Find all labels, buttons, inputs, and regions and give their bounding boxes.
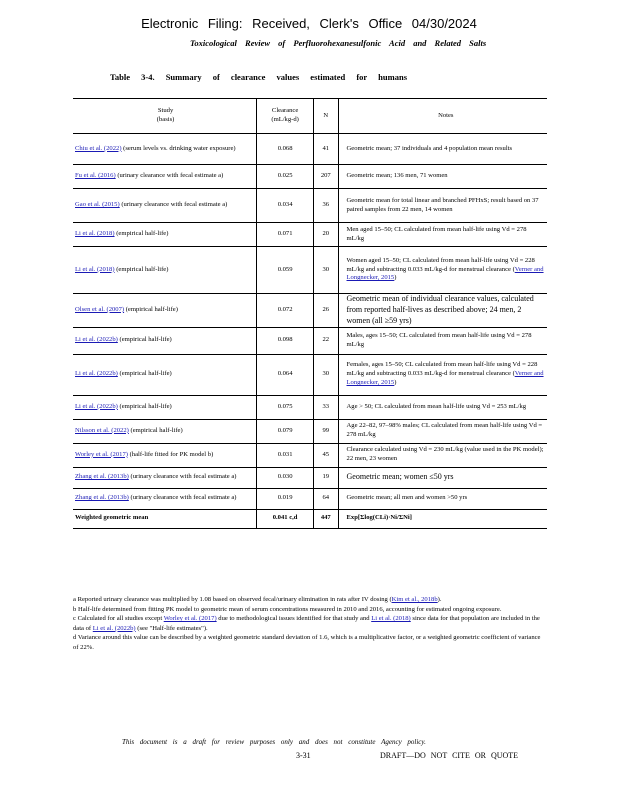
- n-value: 19: [314, 467, 338, 488]
- study-header: [73, 99, 257, 134]
- n-value: 33: [314, 395, 338, 419]
- n-value: 20: [314, 223, 338, 247]
- notes-text: Geometric mean; 136 men, 71 women: [346, 172, 448, 180]
- study-citation-link[interactable]: Worley et al. (2017): [75, 450, 128, 458]
- footnote-c: [73, 614, 547, 633]
- notes-text: Clearance calculated using Vd = 230 mL/kg (value used in the PK model); 22 men, 23 women: [346, 446, 544, 463]
- clearance-header-label: Clearance: [271, 107, 299, 115]
- notes-text: Geometric mean; all men and women >50 yrs: [346, 494, 468, 502]
- notes-cell: [338, 395, 547, 419]
- study-cell: [73, 247, 257, 294]
- study-cell: [73, 189, 257, 223]
- summary-row: [73, 509, 547, 528]
- footnote-c-link-worley[interactable]: Worley et al. (2017): [163, 615, 217, 623]
- notes-text: Age 22–82, 97–98% males; CL calculated from mean half-life using Vd = 278 mL/kg: [346, 422, 543, 439]
- table-row: [73, 223, 547, 247]
- footnote-c-link-li2018[interactable]: Li et al. (2018): [371, 615, 411, 623]
- footnote-a-text: a Reported urinary clearance was multiplied by 1.08 based on observed fecal/urinary elimination in rats after IV dosing (: [73, 596, 392, 603]
- n-value: 30: [314, 247, 338, 294]
- notes-cell: [338, 165, 547, 189]
- study-citation-link[interactable]: Li et al. (2022b): [75, 370, 118, 378]
- clearance-value: 0.075: [257, 395, 314, 419]
- study-citation-link[interactable]: Nilsson et al. (2022): [75, 426, 129, 434]
- study-basis: (half-life fitted for PK model b): [129, 450, 214, 458]
- clearance-table: [73, 98, 547, 529]
- summary-formula: Exp[Σlog(CLi)·Ni/ΣNi]: [338, 509, 547, 528]
- study-citation-link[interactable]: Chiu et al. (2022): [75, 144, 122, 152]
- footnote-c-text: c Calculated for all studies except: [73, 615, 164, 623]
- study-cell: [73, 294, 257, 328]
- study-cell: [73, 443, 257, 467]
- notes-tail: ): [394, 274, 397, 282]
- notes-cell: [338, 134, 547, 165]
- table-row: [73, 443, 547, 467]
- study-citation-link[interactable]: Zhang et al. (2013b): [75, 473, 129, 481]
- clearance-value: 0.079: [257, 419, 314, 443]
- study-cell: [73, 488, 257, 509]
- footer-disclaimer: This document is a draft for review purposes only and does not constitute Agency policy.: [122, 738, 426, 746]
- footnotes: [73, 595, 547, 652]
- study-basis: (empirical half-life): [130, 426, 183, 434]
- study-cell: [73, 395, 257, 419]
- clearance-value: 0.019: [257, 488, 314, 509]
- study-citation-link[interactable]: Li et al. (2022b): [75, 336, 118, 344]
- summary-n: 447: [314, 509, 338, 528]
- clearance-value: 0.034: [257, 189, 314, 223]
- study-citation-link[interactable]: Li et al. (2018): [75, 230, 115, 238]
- n-value: 36: [314, 189, 338, 223]
- study-basis: (urinary clearance with fecal estimate a): [130, 494, 237, 502]
- study-basis: (empirical half-life): [125, 305, 178, 313]
- clearance-value: 0.031: [257, 443, 314, 467]
- footnote-a-link[interactable]: Kim et al., 2018b: [391, 596, 438, 603]
- table-row: [73, 189, 547, 223]
- notes-text: Geometric mean for total linear and branched PFHxS; result based on 37 paired samples from 22 men, 14 women: [346, 196, 539, 213]
- clearance-header-unit: (mL/kg-d): [271, 116, 299, 123]
- running-header: Toxicological Review of Perfluorohexanesulfonic Acid and Related Salts: [190, 38, 487, 48]
- notes-text: Men aged 15–50; CL calculated from mean half-life using Vd = 278 mL/kg: [346, 225, 527, 242]
- table-row: [73, 327, 547, 354]
- study-cell: [73, 467, 257, 488]
- footnote-b: b Half-life determined from fitting PK model to geometric mean of serum concentrations measured in 2010 and 2016, accounting for estimated ongoing exposure.: [73, 605, 502, 613]
- study-cell: [73, 419, 257, 443]
- footnote-d: d Variance around this value can be described by a weighted geometric standard deviation of 1.6, which is a multiplicative factor, or a weighted geometric coefficient of variance of 22%.: [73, 634, 541, 651]
- study-citation-link[interactable]: Zhang et al. (2013b): [75, 494, 129, 502]
- notes-tail: ): [394, 379, 397, 387]
- n-value: 30: [314, 354, 338, 395]
- n-value: 45: [314, 443, 338, 467]
- page-number: 3-31: [296, 751, 311, 760]
- notes-text: Women aged 15–50; CL calculated from mean half-life using Vd = 228 mL/kg and subtracting 0.033 mL/kg-d for menstrual clearance (: [346, 256, 535, 273]
- study-basis: (serum levels vs. drinking water exposure): [123, 144, 236, 152]
- notes-cell: [338, 294, 547, 328]
- study-basis: (empirical half-life): [119, 336, 172, 344]
- draft-label: DRAFT—DO NOT CITE OR QUOTE: [380, 751, 519, 760]
- clearance-value: 0.030: [257, 467, 314, 488]
- study-basis: (urinary clearance with fecal estimate a): [121, 201, 228, 209]
- footnote-a-end: ).: [437, 596, 442, 603]
- table-body: [73, 134, 547, 529]
- table-row: [73, 354, 547, 395]
- study-cell: [73, 223, 257, 247]
- study-basis: (empirical half-life): [116, 265, 169, 273]
- footnote-c-link-li2022b[interactable]: Li et al. (2022b): [92, 624, 136, 632]
- notes-header: Notes: [338, 99, 547, 134]
- notes-text: Age > 50; CL calculated from mean half-life using Vd = 253 mL/kg: [346, 402, 527, 410]
- notes-cell: [338, 443, 547, 467]
- study-citation-link[interactable]: Fu et al. (2016): [75, 172, 116, 180]
- n-value: 26: [314, 294, 338, 328]
- clearance-value: 0.025: [257, 165, 314, 189]
- study-header-label: Study: [157, 107, 174, 115]
- study-citation-link[interactable]: Olsen et al. (2007): [75, 305, 125, 313]
- study-basis: (empirical half-life): [116, 230, 169, 238]
- study-cell: [73, 327, 257, 354]
- notes-cell: [338, 327, 547, 354]
- table-row: [73, 134, 547, 165]
- notes-text: Males, ages 15–50; CL calculated from mean half-life using Vd = 278 mL/kg: [346, 331, 532, 348]
- n-value: 41: [314, 134, 338, 165]
- notes-cell: [338, 354, 547, 395]
- study-cell: [73, 354, 257, 395]
- table-row: [73, 247, 547, 294]
- n-value: 207: [314, 165, 338, 189]
- table-row: [73, 294, 547, 328]
- table-caption: Table 3-4. Summary of clearance values estimated for humans: [110, 72, 408, 82]
- n-value: 99: [314, 419, 338, 443]
- footnote-c-mid2: since data for that population are included in the data of: [73, 615, 540, 632]
- footnote-c-mid1: due to methodological issues identified for that study and: [216, 615, 372, 623]
- table-row: [73, 165, 547, 189]
- notes-cell: [338, 247, 547, 294]
- notes-cell: [338, 223, 547, 247]
- notes-text: Geometric mean of individual clearance values, calculated from reported half-lives as described above; 24 men, 2 women (all ≥59 yrs): [346, 294, 534, 325]
- study-cell: [73, 134, 257, 165]
- clearance-header: [257, 99, 314, 134]
- study-citation-link[interactable]: Li et al. (2018): [75, 265, 115, 273]
- summary-label: Weighted geometric mean: [73, 509, 257, 528]
- table-header-row: [73, 99, 547, 134]
- notes-cell: [338, 488, 547, 509]
- table-row: [73, 419, 547, 443]
- notes-cell: [338, 467, 547, 488]
- clearance-value: 0.098: [257, 327, 314, 354]
- clearance-value: 0.064: [257, 354, 314, 395]
- study-citation-link[interactable]: Gao et al. (2015): [75, 201, 120, 209]
- n-value: 22: [314, 327, 338, 354]
- filing-stamp: Electronic Filing: Received, Clerk's Office 04/30/2024: [141, 16, 477, 31]
- table-row: [73, 467, 547, 488]
- n-value: 64: [314, 488, 338, 509]
- notes-text: Geometric mean; women ≤50 yrs: [346, 472, 454, 482]
- n-header: N: [314, 99, 338, 134]
- clearance-value: 0.068: [257, 134, 314, 165]
- study-cell: [73, 165, 257, 189]
- clearance-value: 0.071: [257, 223, 314, 247]
- study-citation-link[interactable]: Li et al. (2022b): [75, 402, 118, 410]
- footnote-a: [73, 595, 547, 605]
- summary-clearance: 0.041 c,d: [257, 509, 314, 528]
- study-basis: (empirical half-life): [119, 370, 172, 378]
- study-basis: (empirical half-life): [119, 402, 172, 410]
- notes-text: Geometric mean; 37 individuals and 4 population mean results: [346, 144, 513, 152]
- notes-citation-link[interactable]: Verner and Longnecker, 2015: [346, 370, 544, 387]
- notes-citation-link[interactable]: Verner and Longnecker, 2015: [346, 265, 544, 282]
- study-basis: (urinary clearance with fecal estimate a): [130, 473, 237, 481]
- table-row: [73, 488, 547, 509]
- clearance-value: 0.072: [257, 294, 314, 328]
- table-row: [73, 395, 547, 419]
- footnote-c-end: (see "Half-life estimates").: [135, 624, 208, 632]
- study-basis: (urinary clearance with fecal estimate a): [117, 172, 224, 180]
- notes-cell: [338, 419, 547, 443]
- clearance-value: 0.059: [257, 247, 314, 294]
- notes-cell: [338, 189, 547, 223]
- notes-text: Females, ages 15–50; CL calculated from mean half-life using Vd = 228 mL/kg and subtracting 0.033 mL/kg-d for menstrual clearance (: [346, 361, 538, 378]
- study-header-sub: (basis): [156, 116, 175, 123]
